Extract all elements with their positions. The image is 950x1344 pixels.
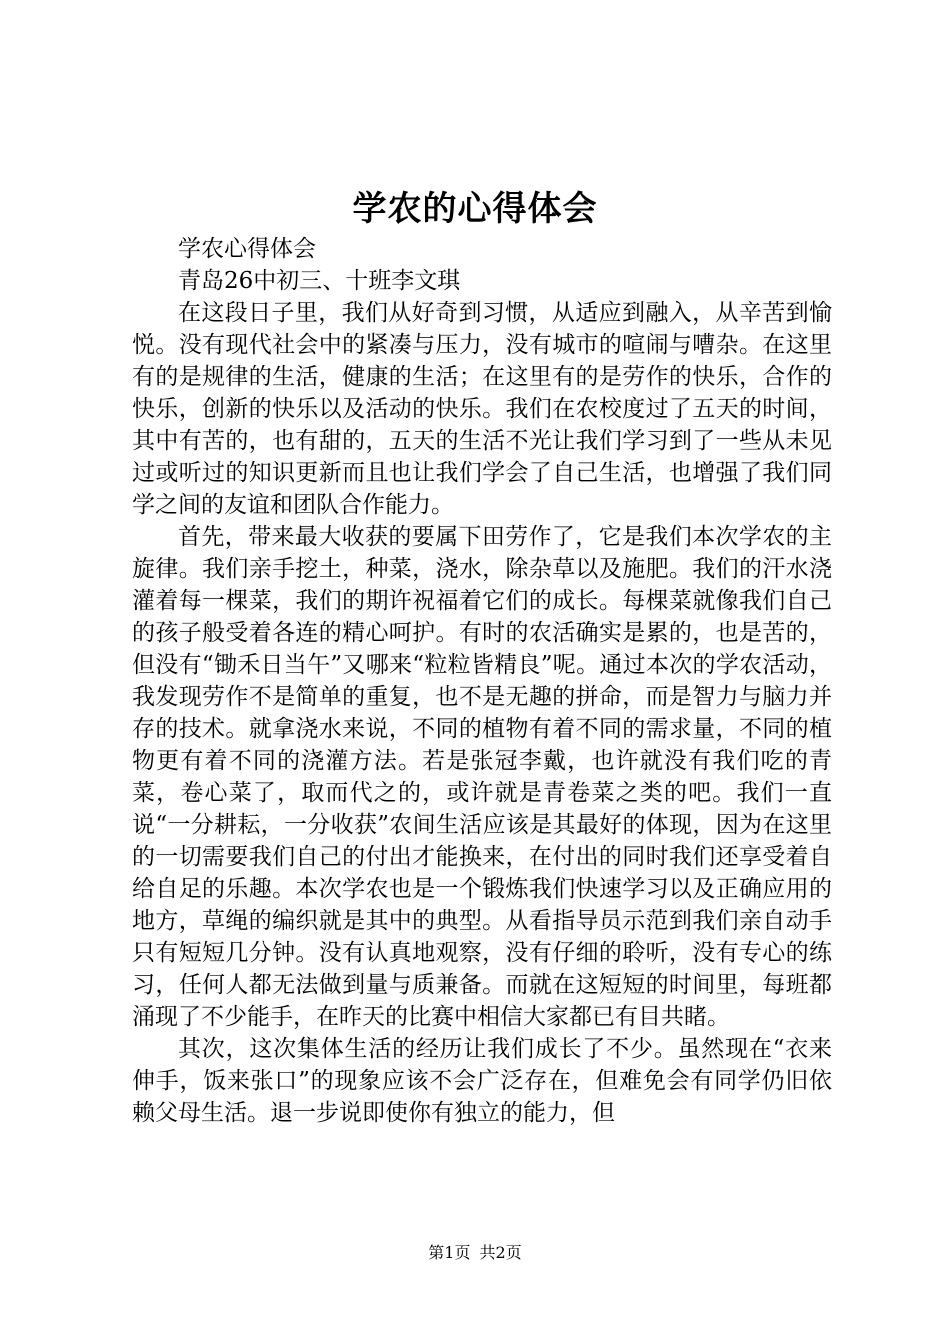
paragraph-1: 在这段日子里，我们从好奇到习惯，从适应到融入，从辛苦到愉悦。没有现代社会中的紧凑与压力，没有城市的喧闹与嘈杂。在这里有的是规律的生活，健康的生活；在这里有的是劳作的快乐，合作的快乐，创新的快乐以及活动的快乐。我们在农校度过了五天的时间，其中有苦的，也有甜的，五天的生活不光让我们学习到了一些从未见过或听过的知识更新而且也让我们学会了自己生活，也增强了我们同学之间的友谊和团队合作能力。 [132, 300, 832, 518]
subtitle-line: 学农心得体会 [178, 236, 316, 262]
paragraph-2: 首先，带来最大收获的要属下田劳作了，它是我们本次学农的主旋律。我们亲手挖土，种菜，浇水，除杂草以及施肥。我们的汗水浇灌着每一棵菜，我们的期许祝福着它们的成长。每棵菜就像我们自己的孩子般受着各连的精心呵护。有时的农活确实是累的，也是苦的，但没有“锄禾日当午”又哪来“粒粒皆精良”呢。通过本次的学农活动，我发现劳作不是简单的重复，也不是无趣的拼命，而是智力与脑力并存的技术。就拿浇水来说，不同的植物有着不同的需求量，不同的植物更有着不同的浇灌方法。若是张冠李戴，也许就没有我们吃的青菜，卷心菜了，取而代之的，或许就是青卷菜之类的吧。我们一直说“一分耕耘，一分收获”农间生活应该是其最好的体现，因为在这里的一切需要我们自己的付出才能换来，在付出的同时我们还享受着自给自足的乐趣。本次学农也是一个锻炼我们快速学习以及正确应用的地方，草绳的编织就是其中的典型。从看指导员示范到我们亲自动手只有短短几分钟。没有认真地观察，没有仔细的聆听，没有专心的练习，任何人都无法做到量与质兼备。而就在这短短的时间里，每班都涌现了不少能手，在昨天的比赛中相信大家都已有目共睹。 [132, 524, 832, 1030]
author-line: 青岛26中初三、十班李文琪 [178, 268, 461, 294]
document-title: 学农的心得体会 [352, 189, 598, 229]
paragraph-3: 其次，这次集体生活的经历让我们成长了不少。虽然现在“衣来伸手，饭来张口”的现象应该不会广泛存在，但难免会有同学仍旧依赖父母生活。退一步说即使你有独立的能力，但 [132, 1036, 832, 1126]
page-total: 共2页 [479, 1243, 522, 1262]
page-footer [0, 1242, 950, 1264]
document-body [132, 233, 832, 1129]
page-number: 第1页 [428, 1243, 471, 1262]
